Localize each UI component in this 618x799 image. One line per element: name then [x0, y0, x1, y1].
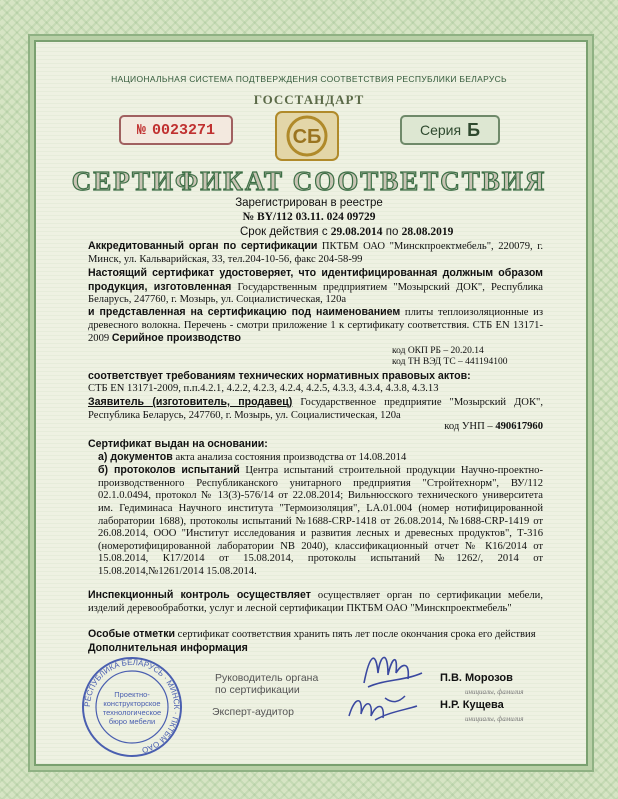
requirements-text: СТБ EN 13171-2009, п.п.4.2.1, 4.2.2, 4.2.3, 4.2.4, 4.2.5, 4.3.3, 4.3.4, 4.3.8, 4.3.13: [88, 382, 439, 394]
registry-label: Зарегистрирован в реестре: [235, 197, 383, 209]
inspection-text: осуществляет орган по сертификации мебели, изделий деревообработки, услуг и лесной сертификации ПКТБМ ОАО "Минскпроектмебель": [88, 590, 543, 614]
series-label: Серия: [419, 122, 462, 138]
expert-title: Эксперт-аудитор: [212, 706, 294, 718]
head-name-caption: инициалы, фамилия: [465, 688, 524, 696]
head-signature: [358, 643, 428, 691]
special-notes-label: Особые отметки: [88, 628, 176, 640]
basis-label: Сертификат выдан на основании:: [88, 438, 268, 450]
organization-stamp: [80, 655, 184, 759]
special-notes-text: сертификат соответствия хранить пять лет после окончания срока его действия: [177, 629, 536, 640]
unp-line: [88, 421, 543, 434]
series-value: Б: [467, 119, 481, 140]
validity-from: 29.08.2014: [330, 226, 383, 238]
expert-name: Н.Р. Кущева: [440, 699, 504, 711]
requirements-label: соответствует требованиям технических нормативных правовых актов:: [88, 370, 471, 382]
registry-number: № BY/112 03.11. 024 09729: [242, 211, 376, 223]
certificate-number-box: [119, 115, 233, 145]
docs-text: акта анализа состояния производства от 14.08.2014: [175, 451, 407, 463]
stamp-line-3: технологическое: [102, 708, 162, 717]
applicant-text: Государственное предприятие "Мозырский ДОК", Республика Беларусь, 247760, г. Мозырь, ул. Социалистическая, 120а: [88, 397, 543, 421]
series-box: [400, 115, 500, 145]
head-name: П.В. Морозов: [440, 672, 513, 684]
basis-section: [88, 438, 543, 579]
tnved-code: код ТН ВЭД ТС – 441194100: [392, 357, 508, 367]
certificate-title: СЕРТИФИКАТ СООТВЕТСТВИЯ: [71, 166, 547, 196]
okp-code: код ОКП РБ – 20.20.14: [392, 346, 484, 356]
product-codes: [392, 346, 508, 368]
validity-period: [240, 226, 453, 238]
inspection-section: [88, 589, 543, 615]
validity-to-label: по: [385, 226, 399, 238]
stamp-line-1: Проектно-: [114, 690, 150, 699]
requirements-section: [88, 370, 543, 395]
accredited-label: Аккредитованный орган по сертификации: [88, 240, 318, 252]
number-prefix: №: [136, 121, 146, 139]
serial-production-label: Серийное производство: [111, 332, 241, 345]
issuing-system: НАЦИОНАЛЬНАЯ СИСТЕМА ПОДТВЕРЖДЕНИЯ СООТВЕТСТВИЯ РЕСПУБЛИКИ БЕЛАРУСЬ: [111, 74, 507, 84]
additional-info-label: Дополнительная информация: [88, 641, 248, 654]
product-text: плиты теплоизоляционные из древесного волокна. Перечень - смотри приложение 1 к сертификату соответствия. СТБ EN 13171-2009: [88, 307, 544, 345]
unp-label: код УНП –: [444, 421, 493, 432]
accredited-text: ПКТБМ ОАО "Минскпроектмебель", 220079, г. Минск, ул. Кальварийская, 33, тел.204-10-56, факс 204-58-99: [88, 241, 543, 265]
accredited-body: [88, 240, 543, 266]
expert-signature: [345, 690, 420, 726]
unp-value: 490617960: [495, 421, 543, 432]
product-section: [88, 306, 543, 346]
validity-label: Срок действия с: [240, 226, 328, 238]
docs-label: а) документов: [98, 450, 173, 463]
head-title-line-1: Руководитель органа: [215, 672, 319, 684]
stamp-line-2: конструкторское: [103, 699, 161, 708]
inspection-label: Инспекционный контроль осуществляет: [88, 589, 311, 601]
validity-to: 28.08.2019: [401, 226, 454, 238]
protocols-text: Центра испытаний строительной продукции Научно-проектно-производственного Республиканского унитарного предприятия "Стройтехнорм", ВУ/112 02.1.0.0494, протокол № 13(3)-576/14 от 22.08.2014; Вильнюсского технического университета им. Гедиминаса Научного института "Термоизоляция", LA.01.004 (номер нотифицированной лаборатории 1688), протоколы испытаний №1688-CRP-1418 от 26.08.2014, №1688-CRP-1419 от 26.08.2014, ООО "Институт исследования и развития лесных и древесных продуктов", Т-316 (номеротифицированной лаборатории NB 2040), классификационный отчет № К16/2014 от 15.08.2014, К17/2014 от 15.08.2014, протоколы испытаний №1262/, 2014 от 15.08.2014,№1261/2014 15.08.2014.: [98, 465, 543, 577]
expert-name-caption: инициалы, фамилия: [465, 715, 524, 723]
certificate-number: 0023271: [152, 121, 216, 139]
basis-protocols: [88, 464, 543, 578]
manufacturer-label: Настоящий сертификат удостоверяет, что идентифицированная должным образом продукция, изготовленная: [88, 267, 543, 293]
basis-documents: [88, 451, 543, 465]
head-title-line-2: по сертификации: [215, 684, 300, 696]
product-label: и представленная на сертификацию под наименованием: [88, 306, 401, 318]
sb-logo-icon: [274, 110, 340, 162]
manufacturer-section: [88, 267, 543, 307]
stamp-line-4: бюро мебели: [108, 717, 156, 726]
applicant-label: Заявитель (изготовитель, продавец): [88, 396, 293, 408]
manufacturer-text: Государственным предприятием "Мозырский ДОК", Республика Беларусь, 247760, г. Мозырь, ул. Социалистическая, 120а: [88, 281, 543, 306]
applicant-section: [88, 396, 543, 422]
logo-letters: СБ: [292, 126, 322, 148]
head-title: [215, 672, 318, 696]
stamp-ring-text: РЕСПУБЛИКА БЕЛАРУСЬ · МИНСК · ПКТБМ ОАО: [82, 657, 182, 755]
notes-section: [88, 628, 543, 654]
protocols-label: б) протоколов испытаний: [98, 464, 240, 477]
gosstandart-heading: ГОССТАНДАРТ: [253, 92, 365, 107]
